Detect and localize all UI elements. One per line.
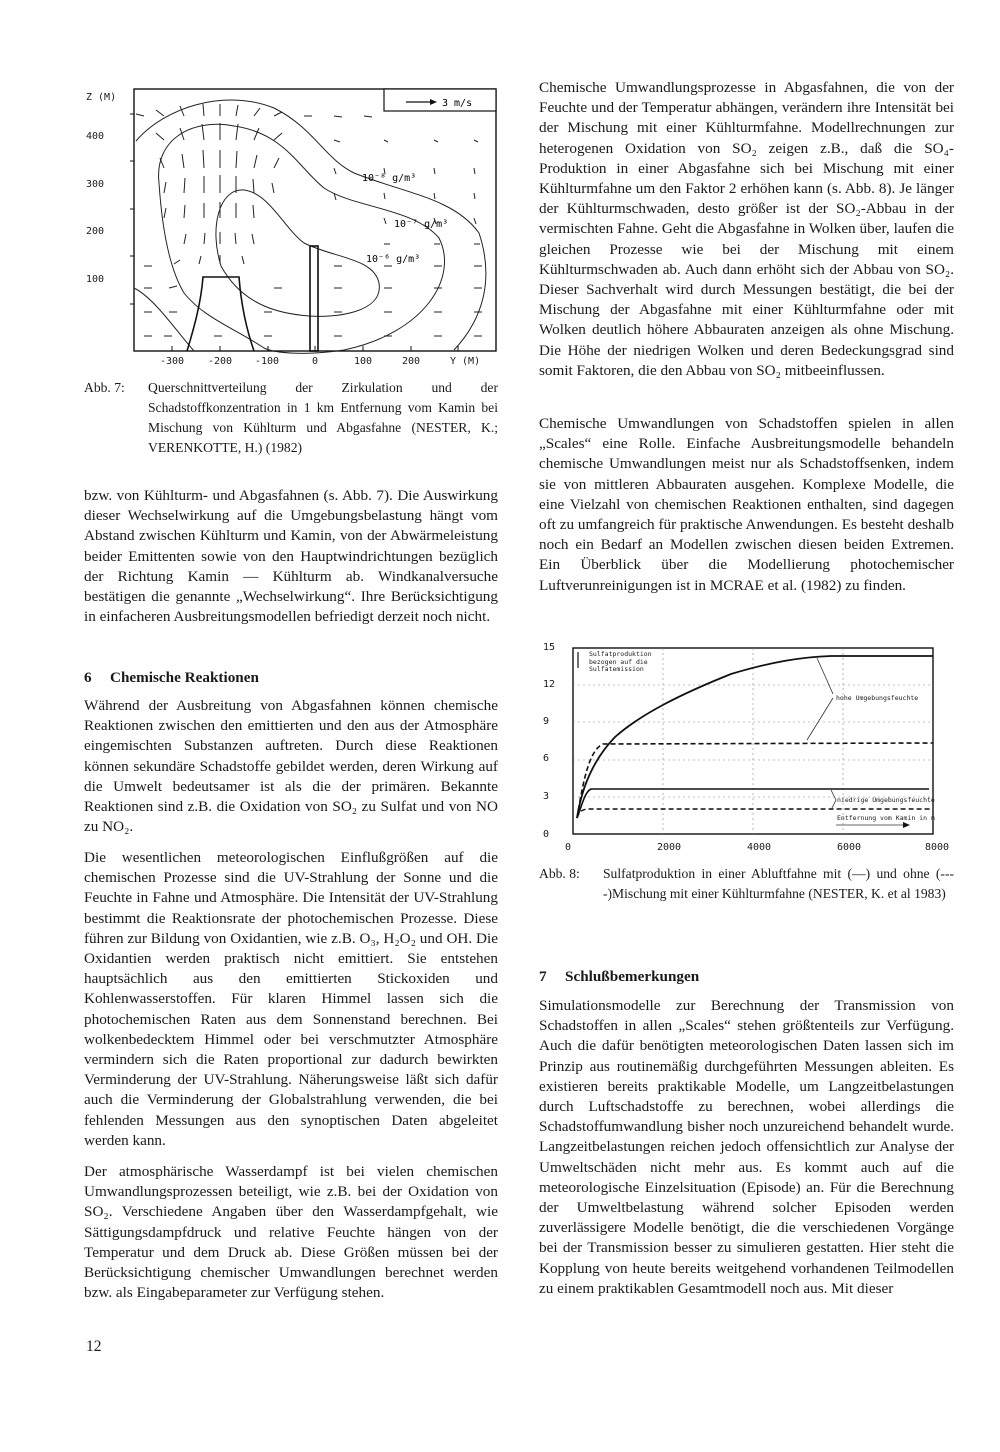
annotation-high-humidity: hohe Umgebungsfeuchte	[836, 694, 919, 702]
x-tick-0: 0	[565, 842, 572, 853]
y-tick-300: 300	[86, 179, 105, 190]
page-number: 12	[86, 1338, 102, 1355]
paragraph-wechselwirkung: bzw. von Kühlturm- und Abgasfahnen (s. Abb. 7). Die Auswirkung dieser Wechselwirkung auf die Umgebungsbelastung hängt vom Abstand zwischen Kühlturm und Kamin, von der Abwärmeleistung beider Emittenten sowie von den Hauptwindrichtungen bezüglich der Richtung Kamin — Kühlturm ab. Windkanalversuche bestätigen die genannte „Wechselwirkung“. Ihre Berücksichtigung in einfacheren Ausbreitungsmodellen befriedigt derzeit noch nicht.	[84, 487, 498, 626]
figure-7-caption-text: Querschnittverteilung der Zirkulation und der Schadstoffkonzentration in 1 km Entfernung vom Kamin bei Mischung von Kühlturm und Abgasfahne (NESTER, K.; VERENKOTTE, H.) (1982)	[148, 380, 498, 455]
y-tick-400: 400	[86, 131, 105, 142]
y-tick-15: 15	[543, 642, 556, 653]
paragraph-chemische-reaktionen: Während der Ausbreitung von Abgasfahnen können chemische Reaktionen zwischen den emittierten und den aus der Atmosphäre eingemischten Substanzen auftreten. Durch diese Reaktionen können sekundäre Schadstoffe gebildet werden, deren Wirkung auf die Umwelt bedeutsamer ist als die der primären. Bekannte Reaktionen sind z.B. die Oxidation von SO₂ zu Sulfat und von NO zu NO₂.	[84, 697, 498, 836]
x-axis-title: Y (M)	[450, 356, 481, 367]
figure-8-caption	[539, 864, 954, 928]
paragraph-einflussgroessen: Die wesentlichen meteorologischen Einflußgrößen auf die chemischen Prozesse sind die UV-Strahlung der Sonne und die Feuchte in Fahne und Atmosphäre. Die Intensität der UV-Strahlung bestimmt die Reaktionsrate der photochemischen Prozesse. Diese führen zur Bildung von Oxidantien, wie z.B. O₃, H₂O₂ und OH. Die Oxidantien werden praktisch nicht emittiert. Sie entstehen hauptsächlich aus den emittierten Stickoxiden und Kohlenwasserstoffen. Für klaren Himmel lassen sich die photochemischen Raten aus dem Sonnenstand berechnen. Bei wolkenbedecktem Himmel oder bei verschmutzter Atmosphäre vermindern sich die Raten proportional zur dadurch bewirkten Verminderung der UV-Strahlung. Näherungsweise läßt sich dafür auch die Verminderung der Globalstrahlung verwenden, die bei fehlenden Messungen aus den synoptischen Daten abgeleitet werden kann.	[84, 849, 498, 1149]
section-6-heading	[84, 669, 259, 687]
y-tick-12: 12	[543, 679, 556, 690]
x-axis-annotation: Entfernung vom Kamin in m	[837, 814, 935, 822]
annotation-low-humidity: niedrige Umgebungsfeuchte	[837, 796, 935, 804]
y-tick-0: 0	[543, 829, 550, 840]
y-axis-annotation: Sulfatproduktion bezogen auf die Sulfatemission	[589, 650, 652, 673]
paragraph-scales: Chemische Umwandlungen von Schadstoffen spielen in allen „Scales“ eine Rolle. Einfache Ausbreitungsmodelle behandeln chemische Umwandlungen meist nur als Schadstoffsenken, indem sie von mittleren Abbauraten ausgehen. Komplexe Modelle, die eine Vielzahl von chemischen Reaktionen enthalten, sind dagegen oft zu umfangreich für praktische Anwendungen. Es besteht deshalb noch ein Bedarf an Modellen zwischen diesen beiden Extremen. Ein Überblick über die Modellierung photochemischer Luftverunreinigungen ist in MCRAE et al. (1982) zu finden.	[539, 415, 954, 594]
x-tick-2000: 2000	[657, 842, 682, 853]
x-tick-4000: 4000	[747, 842, 772, 853]
y-tick-100: 100	[86, 274, 105, 285]
x-tick-8000: 8000	[925, 842, 950, 853]
figure-8-line-chart	[531, 642, 951, 857]
y-axis-title: Z (M)	[86, 92, 117, 103]
figure-8-label: Abb. 8:	[539, 866, 580, 881]
contour-label-1e-6: 10⁻⁶ g/m³	[366, 254, 421, 265]
y-tick-3: 3	[543, 791, 550, 802]
figure-7	[84, 78, 498, 368]
contour-label-1e-7: 10⁻⁷ g/m³	[394, 219, 449, 230]
figure-8-caption-text: Sulfatproduktion in einer Abluftfahne mit (—) und ohne (----)Mischung mit einer Kühlturmfahne (NESTER, K. et al 1983)	[603, 866, 954, 901]
x-tick--300: -300	[160, 356, 185, 367]
section-7-title: Schlußbemerkungen	[565, 968, 700, 985]
section-6-title: Chemische Reaktionen	[110, 669, 259, 686]
x-tick--100: -100	[255, 356, 280, 367]
figure-7-caption	[84, 378, 498, 464]
figure-7-vector-contour-plot	[84, 78, 498, 368]
y-tick-200: 200	[86, 226, 105, 237]
section-6-number: 6	[84, 669, 92, 686]
y-tick-6: 6	[543, 753, 550, 764]
x-tick--200: -200	[208, 356, 233, 367]
legend-arrow-label: 3 m/s	[442, 98, 473, 109]
x-tick-0: 0	[312, 356, 319, 367]
paragraph-umwandlungsprozesse: Chemische Umwandlungsprozesse in Abgasfahnen, die von der Feuchte und der Temperatur abhängen, verändern ihre Intensität bei der Mischung mit einer Kühlturmfahne. Modellrechnungen zur heterogenen Oxidation von SO₂ zeigen z.B., daß die SO₄-Produktion in einer Abgasfahne sich bei Mischung mit einer Kühlturmfahne um den Faktor 2 erhöhen kann (s. Abb. 8). Je länger der Kühlturmschwaden, desto größer ist der SO₂-Abbau in der vermischten Fahne. Geht die Abgasfahne in Wolken über, laufen die gleichen Prozesse wie bei der Mischung mit einem Kühlturmschwaden ab. Auch dann erhöht sich der Abbau von SO₂. Dieser Sachverhalt wird durch Messungen bestätigt, die bei der Mischung der Abgasfahne mit einer Kühlturmfahne oder mit Wolken deutlich höhere Abbauraten anzeigen als ohne Mischung. Die Höhe der niedrigen Wolken und deren Bedeckungsgrad sind somit Faktoren, die den Abbau von SO₂ mitbeeinflussen.	[539, 79, 954, 379]
x-tick-200: 200	[402, 356, 421, 367]
paragraph-schlussbemerkungen: Simulationsmodelle zur Berechnung der Transmission von Schadstoffen in allen „Scales“ stehen größtenteils zur Verfügung. Auch die dafür benötigten meteorologischen Daten lassen sich im Prinzip aus routinemäßig durchgeführten Messungen ableiten. Es existieren bereits praktikable Modelle, um Langzeitbelastungen durch Luftschadstoffe zu berechnen, wobei allerdings die Schadstoffumwandlung bisher noch unzureichend behandelt wurde. Langzeitbelastungen reichen jedoch offensichtlich zur Analyse der Umweltschäden nicht mehr aus. Es kommt auch auf die meteorologische Einzelsituation (Episode) an. Für die Berechnung der Umweltbelastung während solcher Episoden werden zuverlässigere Modelle benötigt, die die verschiedenen Vorgänge bei der Transmission besser zu simulieren gestatten. Hier steht die Kopplung von heute bereits weitgehend vorhandenen Teilmodellen zu einem praktikablen Gesamtmodell noch aus. Mit dieser	[539, 997, 954, 1297]
paragraph-wasserdampf: Der atmosphärische Wasserdampf ist bei vielen chemischen Umwandlungsprozessen beteiligt, wie z.B. bei der Oxidation von SO₂. Verschiedene Angaben über den Wasserdampfgehalt, wie Sättigungsdampfdruck und relative Feuchte hängen von der Temperatur und dem Druck ab. Diese Größen müssen bei der Berücksichtigung chemischer Umwandlungen berechnet werden bzw. als Eingabeparameter zur Verfügung stehen.	[84, 1163, 498, 1302]
section-7-number: 7	[539, 968, 547, 985]
x-tick-100: 100	[354, 356, 373, 367]
x-tick-6000: 6000	[837, 842, 862, 853]
y-tick-9: 9	[543, 716, 550, 727]
section-7-heading	[539, 968, 699, 986]
figure-7-label: Abb. 7:	[84, 380, 125, 395]
contour-label-1e-8: 10⁻⁸ g/m³	[362, 173, 417, 184]
figure-8	[531, 642, 951, 857]
